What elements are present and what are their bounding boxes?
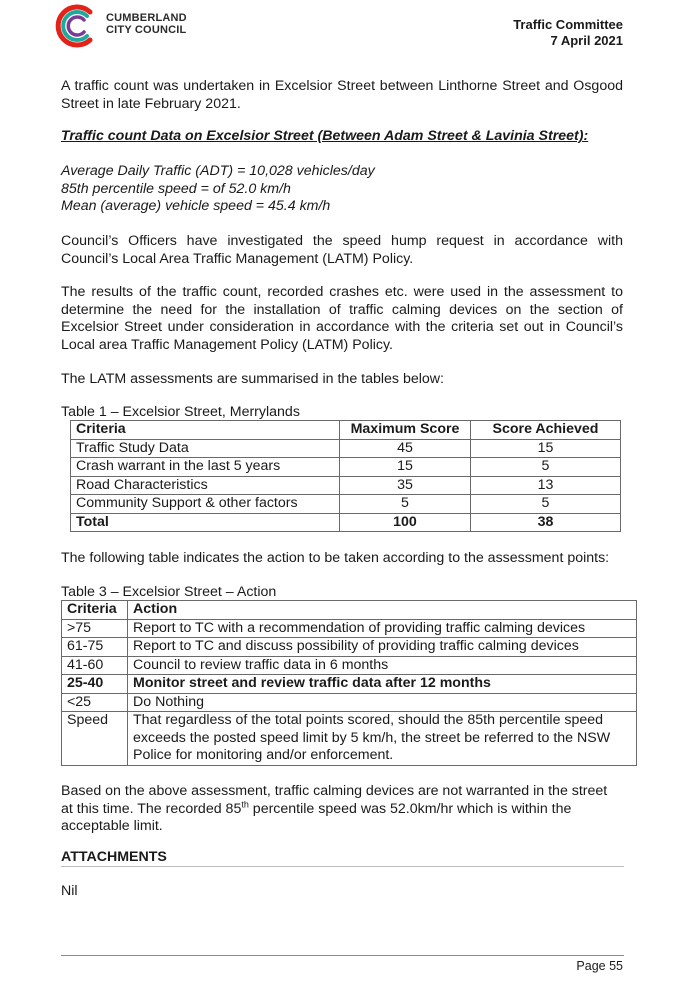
table-cell: 15 <box>340 458 471 477</box>
table-cell: 5 <box>340 495 471 514</box>
intro-paragraph: A traffic count was undertaken in Excelsior Street between Linthorne Street and Osgood Street in late February 2021. <box>61 78 623 112</box>
speed85-line: 85th percentile speed = of 52.0 km/h <box>61 180 291 197</box>
table1-total-row <box>71 513 621 532</box>
table1-caption: Table 1 – Excelsior Street, Merrylands <box>61 404 300 420</box>
results-paragraph: The results of the traffic count, recorded crashes etc. were used in the assessment to determine the need for the installation of traffic calming devices on the section of Excelsior Street under consideration in accordance with the criteria set out in Council’s Local area Traffic Management Policy (LATM) Policy. <box>61 284 623 353</box>
attachments-value: Nil <box>61 883 78 899</box>
table-cell: Total <box>71 513 340 532</box>
table-cell: 38 <box>471 513 621 532</box>
table-cell: Traffic Study Data <box>71 439 340 458</box>
table-row <box>71 495 621 514</box>
committee-name: Traffic Committee <box>513 17 623 32</box>
table3 <box>61 600 637 766</box>
table-row <box>62 638 637 657</box>
table1-header: Maximum Score <box>340 421 471 440</box>
summarised-paragraph: The LATM assessments are summarised in the tables below: <box>61 371 444 387</box>
action-intro-paragraph: The following table indicates the action to be taken according to the assessment points: <box>61 550 610 566</box>
conclusion-text-b: percentile speed was 52.0km/hr which is within the acceptable limit. <box>61 800 572 834</box>
table-cell: 25-40 <box>62 675 128 694</box>
table-cell: Do Nothing <box>128 693 637 712</box>
cumberland-logo-icon <box>52 3 102 49</box>
investigated-paragraph: Council’s Officers have investigated the speed hump request in accordance with Council’s Local Area Traffic Management (LATM) Policy. <box>61 233 623 267</box>
table-row <box>71 476 621 495</box>
table-cell: Council to review traffic data in 6 months <box>128 656 637 675</box>
table-row <box>62 693 637 712</box>
table-cell: Crash warrant in the last 5 years <box>71 458 340 477</box>
table-cell: 35 <box>340 476 471 495</box>
traffic-data-block <box>61 163 623 216</box>
attachments-heading: ATTACHMENTS <box>61 849 167 865</box>
table-cell: Community Support & other factors <box>71 495 340 514</box>
council-name <box>106 12 187 36</box>
table1-header-row <box>71 421 621 440</box>
council-name-line1: CUMBERLAND <box>106 12 187 24</box>
council-name-line2: CITY COUNCIL <box>106 24 187 36</box>
table1 <box>70 420 621 532</box>
table-cell: >75 <box>62 619 128 638</box>
meeting-date: 7 April 2021 <box>550 33 623 48</box>
table-row <box>62 656 637 675</box>
mean-speed-line: Mean (average) vehicle speed = 45.4 km/h <box>61 198 331 214</box>
conclusion-superscript: th <box>241 798 249 809</box>
table1-header: Criteria <box>71 421 340 440</box>
table-cell: That regardless of the total points scored, should the 85th percentile speed exceeds the posted speed limit by 5 km/h, the street be referred to the NSW Police for monitoring and/or enforcement. <box>128 712 637 766</box>
table3-caption: Table 3 – Excelsior Street – Action <box>61 584 277 600</box>
table-cell: Report to TC and discuss possibility of providing traffic calming devices <box>128 638 637 657</box>
table-row <box>62 712 637 766</box>
table-row <box>71 439 621 458</box>
table1-header: Score Achieved <box>471 421 621 440</box>
table-cell: 41-60 <box>62 656 128 675</box>
table-cell: 15 <box>471 439 621 458</box>
table-cell: 13 <box>471 476 621 495</box>
table-cell: Monitor street and review traffic data after 12 months <box>128 675 637 694</box>
table-cell: Speed <box>62 712 128 766</box>
table-cell: Report to TC with a recommendation of providing traffic calming devices <box>128 619 637 638</box>
table-cell: 45 <box>340 439 471 458</box>
conclusion-text-a: Based on the above assessment, traffic calming devices are not warranted in the street at this time. The recorded 85 <box>61 783 608 817</box>
table3-header: Action <box>128 601 637 620</box>
table-cell: 5 <box>471 495 621 514</box>
page-header <box>513 17 623 49</box>
table3-header-row <box>62 601 637 620</box>
adt-line: Average Daily Traffic (ADT) = 10,028 vehicles/day <box>61 163 375 179</box>
footer-divider <box>61 955 624 956</box>
table-cell: <25 <box>62 693 128 712</box>
table-cell: Road Characteristics <box>71 476 340 495</box>
table3-header: Criteria <box>62 601 128 620</box>
table-row-highlighted <box>62 675 637 694</box>
data-heading: Traffic count Data on Excelsior Street (Between Adam Street & Lavinia Street): <box>61 128 589 144</box>
table-cell: 100 <box>340 513 471 532</box>
table-row <box>71 458 621 477</box>
page-number: Page 55 <box>576 959 623 973</box>
table-cell: 5 <box>471 458 621 477</box>
conclusion-paragraph <box>61 783 623 836</box>
attachments-divider <box>61 866 624 867</box>
table-row <box>62 619 637 638</box>
table-cell: 61-75 <box>62 638 128 657</box>
